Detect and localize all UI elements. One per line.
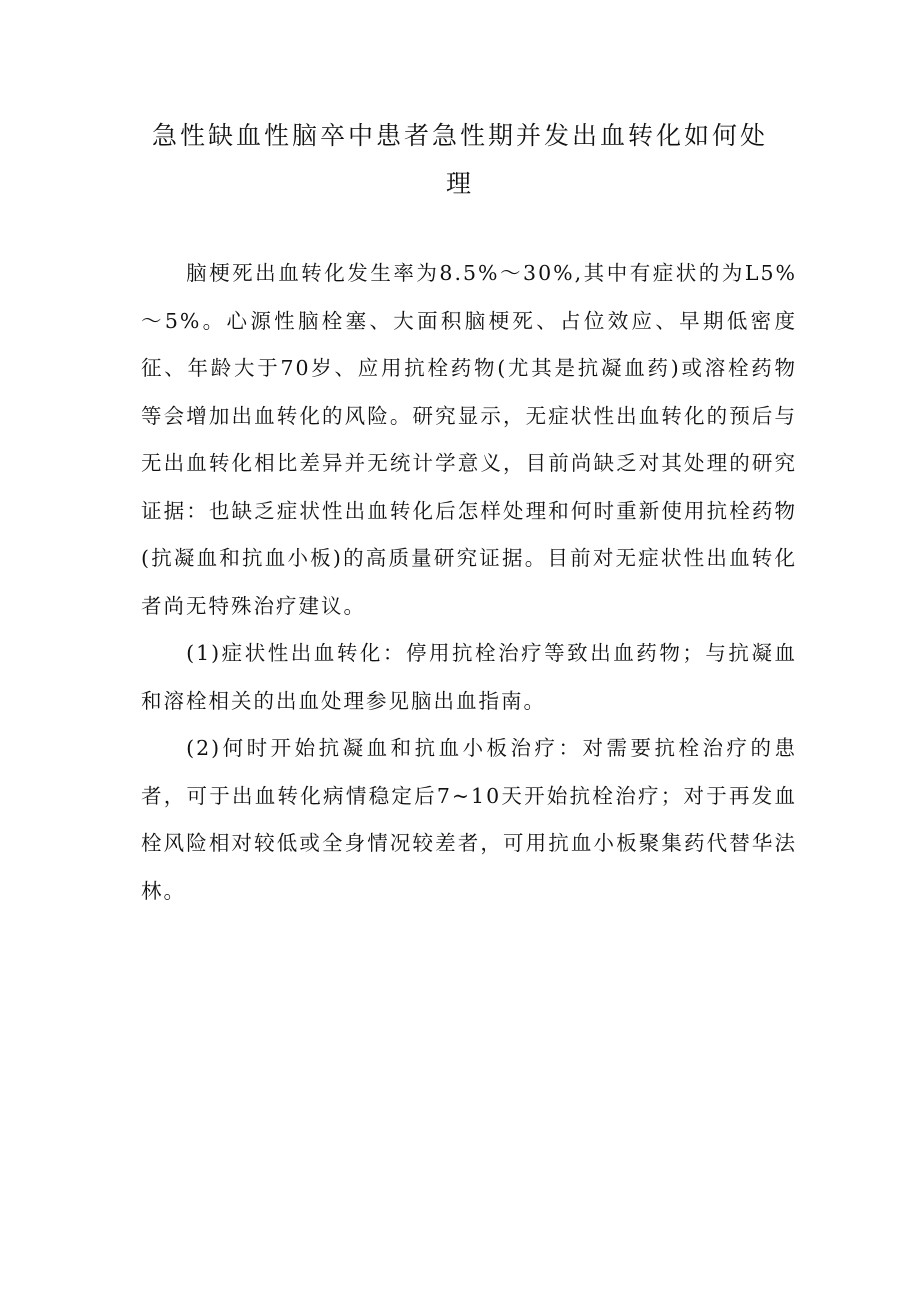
paragraph-symptomatic-treatment: (1)症状性出血转化：停用抗栓治疗等致出血药物；与抗凝血和溶栓相关的出血处理参见脑出血指南。: [141, 641, 797, 713]
document-body: [141, 250, 797, 915]
document-title: 急性缺血性脑卒中患者急性期并发出血转化如何处理: [151, 121, 768, 198]
paragraph-antithrombotic-timing: (2)何时开始抗凝血和抗血小板治疗：对需要抗栓治疗的患者，可于出血转化病情稳定后7~10天开始抗栓治疗；对于再发血栓风险相对较低或全身情况较差者，可用抗血小板聚集药代替华法林。: [141, 736, 797, 903]
paragraph-incidence: 脑梗死出血转化发生率为8.5%～30%,其中有症状的为L5%～5%。心源性脑栓塞、大面积脑梗死、占位效应、早期低密度征、年龄大于70岁、应用抗栓药物(尤其是抗凝血药)或溶栓药物等会增加出血转化的风险。研究显示，无症状性出血转化的预后与无出血转化相比差异并无统计学意义，目前尚缺乏对其处理的研究证据：也缺乏症状性出血转化后怎样处理和何时重新使用抗栓药物(抗凝血和抗血小板)的高质量研究证据。目前对无症状性出血转化者尚无特殊治疗建议。: [141, 261, 797, 618]
